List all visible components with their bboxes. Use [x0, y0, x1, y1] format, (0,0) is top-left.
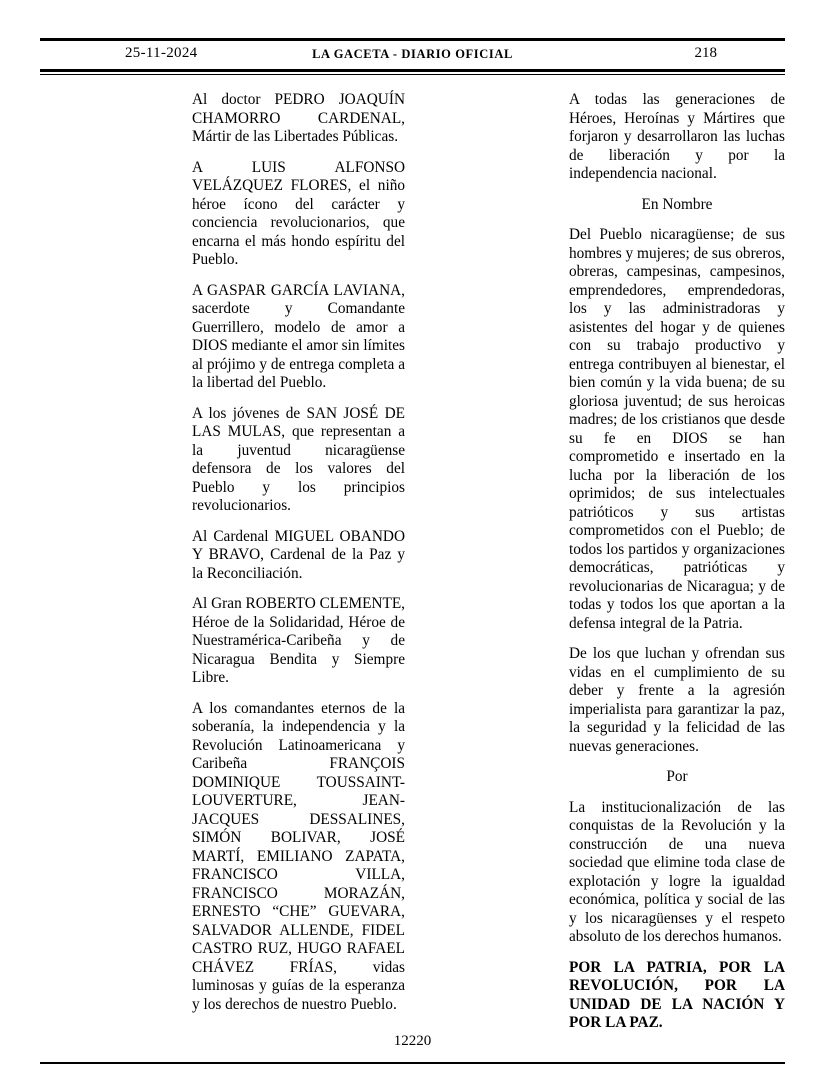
header-date: 25-11-2024 [125, 45, 198, 61]
closing-slogan: POR LA PATRIA, POR LA REVOLUCIÓN, POR LA UNIDAD DE LA NACIÓN Y POR LA PAZ. [569, 958, 785, 1031]
right-column [569, 91, 785, 1033]
footer-page-number: 12220 [393, 1032, 432, 1049]
divider-rule [40, 74, 785, 75]
paragraph: A todas las generaciones de Héroes, Heroínas y Mártires que forjaron y desarrollaron las luchas de liberación y por la independencia nacional. [569, 91, 785, 182]
paragraph: Al Gran ROBERTO CLEMENTE, Héroe de la Solidaridad, Héroe de Nuestramérica-Caribeña y de Nicaragua Bendita y Siempre Libre. [192, 595, 405, 686]
paragraph: Del Pueblo nicaragüense; de sus hombres y mujeres; de sus obreros, obreras, campesinas, campesinos, emprendedores, emprendedoras, los y las administradoras y asistentes del hogar y de quienes con su trabajo productivo y entrega contribuyen al bienestar, el bien común y la vida buena; de su gloriosa juventud; de sus heroicas madres; de los cristianos que desde su fe en DIOS se han comprometido e insertado en la lucha por la liberación de los oprimidos; de sus intelectuales patrióticos y sus artistas comprometidos con el Pueblo; de todos los partidos y organizaciones democráticas, patrióticas y revolucionarias de Nicaragua; y de todas y todos los que aportan a la defensa integral de la Patria. [569, 226, 785, 632]
divider-rule [40, 1062, 785, 1064]
paragraph: A LUIS ALFONSO VELÁZQUEZ FLORES, el niño héroe ícono del carácter y conciencia revolucionarios, que encarna el más hondo espíritu del Pueblo. [192, 158, 405, 268]
paragraph: De los que luchan y ofrendan sus vidas en el cumplimiento de su deber y frente a la agresión imperialista para garantizar la paz, la seguridad y la felicidad de las nuevas generaciones. [569, 645, 785, 755]
left-column [192, 91, 405, 1026]
paragraph: A los jóvenes de SAN JOSÉ DE LAS MULAS, que representan a la juventud nicaragüense defensora de los valores del Pueblo y los principios revolucionarios. [192, 404, 405, 514]
header-bottom-rule [40, 69, 785, 75]
top-rule [40, 38, 785, 41]
paragraph: La institucionalización de las conquistas de la Revolución y la construcción de una nueva sociedad que elimine toda clase de explotación y logre la igualdad económica, política y social de las y los nicaragüenses y el respeto absoluto de los derechos humanos. [569, 798, 785, 945]
paragraph: A GASPAR GARCÍA LAVIANA, sacerdote y Comandante Guerrillero, modelo de amor a DIOS mediante el amor sin límites al prójimo y de entrega completa a la libertad del Pueblo. [192, 281, 405, 391]
page-header [40, 38, 785, 75]
page-footer [40, 1033, 785, 1062]
section-heading: Por [666, 768, 688, 785]
divider-rule [40, 69, 785, 72]
paragraph: A los comandantes eternos de la soberanía, la independencia y la Revolución Latinoamericana y Caribeña FRANÇOIS DOMINIQUE TOUSSAINT-LOUVERTURE, JEAN-JACQUES DESSALINES, SIMÓN BOLIVAR, JOSÉ MARTÍ, EMILIANO ZAPATA, FRANCISCO VILLA, FRANCISCO MORAZÁN, ERNESTO “CHE” GUEVARA, SALVADOR ALLENDE, FIDEL CASTRO RUZ, HUGO RAFAEL CHÁVEZ FRÍAS, vidas luminosas y guías de la esperanza y los derechos de nuestro Pueblo. [192, 699, 405, 1013]
header-row [40, 43, 785, 67]
header-page-number: 218 [694, 45, 717, 61]
bottom-rules [40, 1062, 785, 1068]
section-heading: En Nombre [641, 195, 713, 213]
text-columns [40, 91, 785, 1033]
paragraph: Al doctor PEDRO JOAQUÍN CHAMORRO CARDENAL, Mártir de las Libertades Públicas. [192, 91, 405, 145]
paragraph: Al Cardenal MIGUEL OBANDO Y BRAVO, Cardenal de la Paz y la Reconciliación. [192, 527, 405, 582]
gazette-title: LA GACETA - DIARIO OFICIAL [312, 47, 513, 61]
